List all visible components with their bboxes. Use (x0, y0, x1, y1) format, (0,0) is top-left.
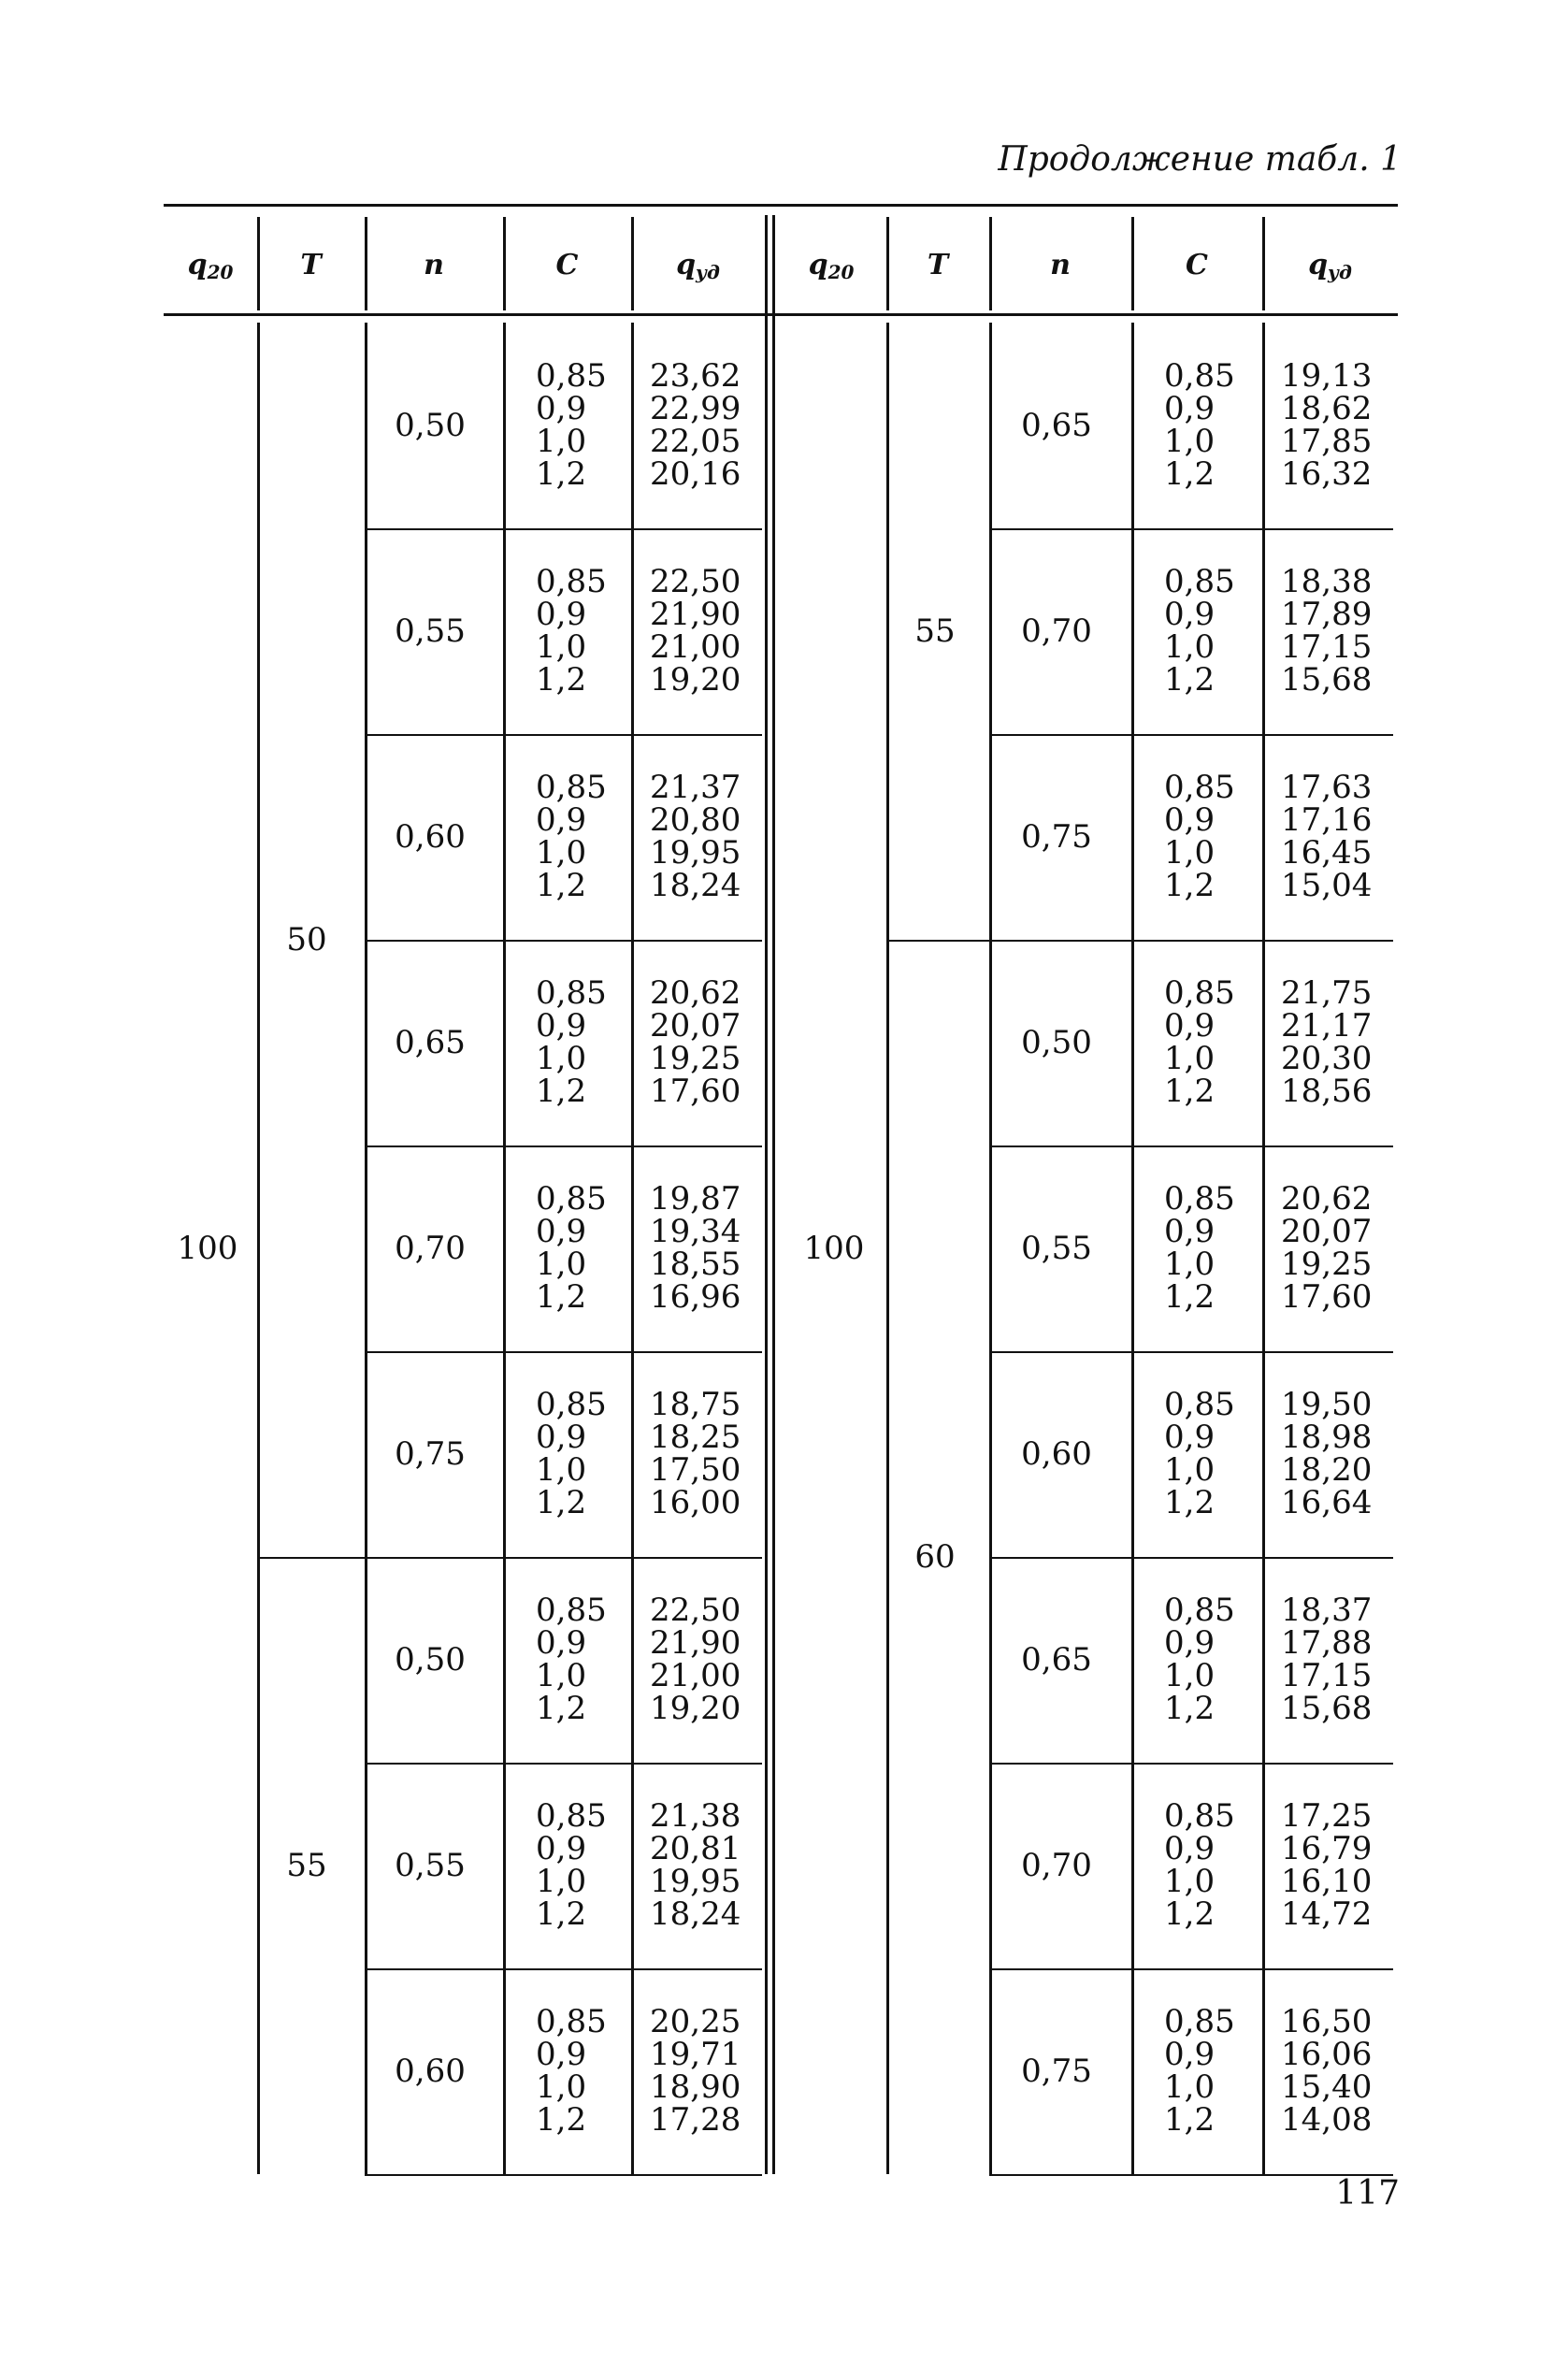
page-number: 117 (1335, 2174, 1400, 2212)
c-value: 0,9 (1164, 2036, 1216, 2073)
c-value: 0,9 (536, 390, 587, 427)
right-header-qud-subscript: уд (1328, 261, 1352, 283)
right-q-values (1281, 1180, 1373, 1316)
right-n-value: 0,75 (1021, 818, 1092, 856)
q-ud-value: 19,71 (650, 2036, 741, 2073)
left-q-values (650, 1386, 741, 1521)
q-ud-value: 16,10 (1281, 1863, 1373, 1900)
left-column-line (631, 323, 634, 2174)
c-value: 1,2 (1164, 455, 1216, 493)
left-c-values (536, 1386, 607, 1521)
q-ud-value: 14,08 (1281, 2101, 1373, 2139)
q-ud-value: 17,15 (1281, 1657, 1373, 1694)
q-ud-value: 18,75 (650, 1386, 741, 1423)
c-value: 1,0 (1164, 423, 1216, 460)
left-c-values (536, 563, 607, 699)
right-block-rule (989, 1351, 1393, 1353)
c-value: 1,2 (1164, 1484, 1216, 1521)
left-column-line (257, 323, 260, 2174)
q-ud-value: 16,00 (650, 1484, 741, 1521)
c-value: 1,2 (1164, 1690, 1216, 1727)
left-n-value: 0,60 (395, 818, 466, 856)
left-n-value: 0,55 (395, 612, 466, 650)
left-q-values (650, 2003, 741, 2139)
left-n-value: 0,65 (395, 1024, 466, 1061)
c-value: 1,2 (536, 1895, 587, 1933)
q-ud-value: 22,50 (650, 1592, 741, 1629)
c-value: 0,9 (536, 1007, 587, 1045)
c-value: 0,9 (536, 801, 587, 839)
right-t-value: 60 (914, 1538, 956, 1576)
q-ud-value: 17,63 (1281, 769, 1373, 806)
left-header-n: n (424, 248, 444, 281)
left-block-rule (365, 940, 762, 942)
left-c-values (536, 2003, 607, 2139)
q-ud-value: 20,80 (650, 801, 741, 839)
c-value: 1,0 (536, 834, 587, 872)
q-ud-value: 16,32 (1281, 455, 1373, 493)
left-q-values (650, 771, 739, 902)
q-ud-value: 20,62 (650, 974, 741, 1012)
q-ud-value: 17,60 (1281, 1278, 1373, 1316)
c-value: 1,0 (1164, 2068, 1216, 2106)
right-q-values (1281, 563, 1373, 699)
c-value: 1,0 (1164, 1657, 1216, 1694)
q-ud-value: 18,20 (1281, 1451, 1373, 1489)
c-value: 1,0 (1164, 1040, 1216, 1077)
q-ud-value: 18,62 (1281, 390, 1373, 427)
q-ud-value: 21,90 (650, 1624, 741, 1662)
panel-divider (772, 215, 775, 2174)
right-q-values (1281, 1797, 1373, 1933)
q-ud-value: 15,68 (1281, 661, 1373, 699)
right-n-value: 0,75 (1021, 2053, 1092, 2090)
right-c-values (1164, 769, 1235, 904)
left-q-values (650, 1180, 741, 1316)
left-n-value: 0,50 (395, 407, 466, 444)
left-c-values (536, 974, 607, 1110)
c-value: 0,85 (1164, 974, 1235, 1012)
right-header-separator (886, 217, 889, 310)
left-header-qud: q уд (676, 248, 720, 283)
right-column-line (886, 323, 889, 2174)
c-value: 0,85 (536, 974, 607, 1012)
left-block-rule (365, 1145, 762, 1147)
left-header-T: T (300, 248, 322, 281)
c-value: 1,0 (536, 1246, 587, 1283)
q-ud-value: 18,37 (1281, 1592, 1373, 1629)
left-n-value: 0,55 (395, 1847, 466, 1884)
c-value: 1,2 (536, 661, 587, 699)
right-n-value: 0,55 (1021, 1230, 1092, 1267)
c-value: 1,2 (1164, 1278, 1216, 1316)
c-value: 0,85 (536, 769, 607, 806)
top-rule (164, 204, 1398, 207)
c-value: 0,85 (1164, 769, 1235, 806)
left-block-rule (365, 528, 762, 530)
c-value: 1,2 (536, 1690, 587, 1727)
right-header-q20: q 20 (808, 248, 855, 283)
c-value: 1,0 (536, 1863, 587, 1900)
q-ud-value: 16,79 (1281, 1830, 1373, 1867)
c-value: 0,85 (1164, 2003, 1235, 2040)
c-value: 0,9 (1164, 596, 1216, 633)
c-value: 0,9 (536, 596, 587, 633)
c-value: 1,0 (536, 628, 587, 666)
q-ud-value: 17,28 (650, 2101, 741, 2139)
right-n-value: 0,65 (1021, 1641, 1092, 1679)
c-value: 0,85 (536, 2003, 607, 2040)
left-block-rule (365, 1351, 762, 1353)
q-ud-value: 20,81 (650, 1830, 741, 1867)
q-ud-value: 14,72 (1281, 1895, 1373, 1933)
c-value: 0,9 (536, 2036, 587, 2073)
c-value: 0,9 (536, 1624, 587, 1662)
c-value: 0,85 (536, 1386, 607, 1423)
c-value: 1,0 (1164, 628, 1216, 666)
q-ud-value: 17,25 (1281, 1797, 1373, 1835)
left-header-C: C (555, 248, 579, 281)
c-value: 1,0 (536, 2068, 587, 2106)
q-ud-value: 18,56 (1281, 1073, 1373, 1110)
c-value: 1,2 (536, 867, 587, 904)
q-ud-value: 18,25 (650, 1419, 741, 1456)
right-n-value: 0,70 (1021, 612, 1092, 650)
right-header-separator (989, 217, 992, 310)
c-value: 0,85 (1164, 1592, 1235, 1629)
q-ud-value: 16,96 (650, 1278, 741, 1316)
q-ud-value: 22,50 (650, 563, 741, 600)
left-n-value: 0,75 (395, 1435, 466, 1473)
right-header-separator (1262, 217, 1265, 310)
right-c-values (1164, 1386, 1235, 1521)
left-t-value: 55 (286, 1847, 327, 1884)
right-column-line (1131, 323, 1134, 2174)
c-value: 0,9 (536, 1213, 587, 1250)
q-ud-value: 21,75 (1281, 974, 1373, 1012)
left-q-values (650, 563, 741, 699)
right-q-values (1281, 2003, 1373, 2139)
left-c-values (536, 1594, 606, 1725)
q-ud-value: 15,68 (1281, 1690, 1373, 1727)
q-ud-value: 18,24 (650, 867, 741, 904)
right-block-rule (989, 1763, 1393, 1765)
c-value: 1,2 (536, 1484, 587, 1521)
right-block-rule (989, 734, 1393, 736)
right-header-T: T (927, 248, 949, 281)
left-column-line (503, 323, 506, 2174)
q-ud-value: 16,50 (1281, 2003, 1373, 2040)
c-value: 0,85 (1164, 1386, 1235, 1423)
q-ud-value: 19,87 (650, 1180, 741, 1218)
q-ud-value: 18,90 (650, 2068, 741, 2106)
c-value: 0,85 (536, 1797, 607, 1835)
c-value: 1,0 (1164, 1863, 1216, 1900)
q-ud-value: 21,90 (650, 596, 741, 633)
q-ud-value: 21,38 (650, 1797, 741, 1835)
c-value: 1,0 (536, 1657, 587, 1694)
left-block-rule (365, 1763, 762, 1765)
q-ud-value: 17,50 (650, 1451, 741, 1489)
right-header-q20-subscript: 20 (827, 261, 855, 283)
c-value: 1,0 (536, 1040, 587, 1077)
c-value: 0,9 (1164, 1419, 1216, 1456)
c-value: 0,9 (536, 1419, 587, 1456)
q-ud-value: 19,25 (1281, 1246, 1373, 1283)
q-ud-value: 19,13 (1281, 357, 1373, 395)
right-q-values (1281, 1592, 1373, 1727)
right-c-values (1164, 357, 1235, 493)
q-ud-value: 19,95 (650, 1863, 741, 1900)
left-c-values (536, 771, 606, 902)
right-q20-value: 100 (803, 1230, 865, 1267)
q-ud-value: 20,62 (1281, 1180, 1373, 1218)
q-ud-value: 21,37 (650, 769, 741, 806)
c-value: 0,85 (1164, 1180, 1235, 1218)
left-block-rule (365, 734, 762, 736)
right-header-C: C (1186, 248, 1208, 281)
c-value: 0,9 (1164, 801, 1216, 839)
c-value: 0,9 (1164, 1830, 1216, 1867)
right-n-value: 0,50 (1021, 1024, 1092, 1061)
left-q20-value: 100 (177, 1230, 238, 1267)
q-ud-value: 17,15 (1281, 628, 1373, 666)
left-c-values (536, 357, 607, 493)
q-ud-value: 15,04 (1281, 867, 1373, 904)
right-column-line (1262, 323, 1265, 2174)
left-n-value: 0,70 (395, 1230, 466, 1267)
q-ud-value: 17,88 (1281, 1624, 1373, 1662)
q-ud-value: 21,00 (650, 628, 741, 666)
q-ud-value: 21,17 (1281, 1007, 1373, 1045)
q-ud-value: 19,50 (1281, 1386, 1373, 1423)
left-block-rule (365, 1968, 762, 1970)
right-c-values (1164, 563, 1235, 699)
left-header-separator (503, 217, 506, 310)
left-q-values (650, 1797, 741, 1933)
c-value: 0,85 (536, 1180, 607, 1218)
c-value: 1,2 (536, 2101, 587, 2139)
q-ud-value: 19,25 (650, 1040, 741, 1077)
q-ud-value: 23,62 (650, 357, 741, 395)
c-value: 1,2 (1164, 867, 1216, 904)
c-value: 1,2 (536, 455, 587, 493)
left-header-q20: q 20 (187, 248, 234, 283)
right-q-values (1281, 769, 1373, 904)
q-ud-value: 20,07 (650, 1007, 741, 1045)
c-value: 1,0 (536, 1451, 587, 1489)
right-block-rule (989, 1145, 1393, 1147)
right-q-values (1281, 974, 1373, 1110)
right-q-values (1281, 1386, 1373, 1521)
q-ud-value: 20,30 (1281, 1040, 1373, 1077)
q-ud-value: 19,20 (650, 661, 741, 699)
right-t-group-rule (886, 940, 1393, 942)
c-value: 1,0 (1164, 1451, 1216, 1489)
c-value: 0,9 (1164, 1213, 1216, 1250)
c-value: 0,85 (536, 1592, 607, 1629)
q-ud-value: 19,34 (650, 1213, 741, 1250)
left-header-qud-subscript: уд (696, 261, 720, 283)
left-q-values (650, 974, 741, 1110)
q-ud-value: 18,24 (650, 1895, 741, 1933)
right-n-value: 0,65 (1021, 407, 1092, 444)
left-t-value: 50 (286, 921, 327, 958)
q-ud-value: 21,00 (650, 1657, 741, 1694)
q-ud-value: 22,99 (650, 390, 741, 427)
left-q-values (650, 357, 741, 493)
q-ud-value: 18,55 (650, 1246, 741, 1283)
q-ud-value: 16,06 (1281, 2036, 1373, 2073)
c-value: 0,85 (1164, 1797, 1235, 1835)
c-value: 0,9 (536, 1830, 587, 1867)
panel-divider (765, 215, 768, 2174)
q-ud-value: 16,45 (1281, 834, 1373, 872)
c-value: 1,2 (1164, 1073, 1216, 1110)
c-value: 0,9 (1164, 390, 1216, 427)
q-ud-value: 18,98 (1281, 1419, 1373, 1456)
c-value: 0,85 (536, 357, 607, 395)
left-n-value: 0,50 (395, 1641, 466, 1679)
q-ud-value: 19,95 (650, 834, 741, 872)
left-bottom-rule (365, 2174, 762, 2176)
left-c-values (536, 1180, 607, 1316)
right-q-values (1281, 357, 1373, 493)
right-c-values (1164, 1592, 1235, 1727)
left-header-separator (257, 217, 260, 310)
header-rule (164, 313, 1398, 316)
right-block-rule (989, 528, 1393, 530)
right-n-value: 0,60 (1021, 1435, 1092, 1473)
q-ud-value: 16,64 (1281, 1484, 1373, 1521)
q-ud-value: 20,25 (650, 2003, 741, 2040)
c-value: 0,85 (1164, 563, 1235, 600)
right-c-values (1164, 2003, 1235, 2139)
q-ud-value: 20,16 (650, 455, 741, 493)
q-ud-value: 15,40 (1281, 2068, 1373, 2106)
c-value: 1,0 (1164, 834, 1216, 872)
c-value: 0,85 (1164, 357, 1235, 395)
left-column-line (365, 323, 367, 2174)
c-value: 1,0 (1164, 1246, 1216, 1283)
c-value: 1,2 (1164, 661, 1216, 699)
q-ud-value: 17,89 (1281, 596, 1373, 633)
right-block-rule (989, 1557, 1393, 1559)
c-value: 1,2 (1164, 1895, 1216, 1933)
c-value: 1,2 (536, 1278, 587, 1316)
right-t-value: 55 (914, 612, 956, 650)
right-header-qud: q уд (1308, 248, 1352, 283)
q-ud-value: 20,07 (1281, 1213, 1373, 1250)
c-value: 0,9 (1164, 1007, 1216, 1045)
right-header-separator (1131, 217, 1134, 310)
right-bottom-rule (989, 2174, 1393, 2176)
left-header-q20-subscript: 20 (207, 261, 234, 283)
right-c-values (1164, 1180, 1235, 1316)
left-q-values (650, 1594, 739, 1725)
q-ud-value: 18,38 (1281, 563, 1373, 600)
right-c-values (1164, 1797, 1235, 1933)
right-c-values (1164, 974, 1235, 1110)
q-ud-value: 17,16 (1281, 801, 1373, 839)
table-caption: Продолжение табл. 1 (998, 140, 1402, 179)
right-block-rule (989, 1968, 1393, 1970)
left-header-separator (365, 217, 367, 310)
left-c-values (536, 1797, 607, 1933)
c-value: 1,2 (1164, 2101, 1216, 2139)
c-value: 1,2 (536, 1073, 587, 1110)
c-value: 1,0 (536, 423, 587, 460)
q-ud-value: 19,20 (650, 1690, 741, 1727)
right-column-line (989, 323, 992, 2174)
q-ud-value: 17,85 (1281, 423, 1373, 460)
right-header-n: n (1050, 248, 1071, 281)
left-n-value: 0,60 (395, 2053, 466, 2090)
q-ud-value: 17,60 (650, 1073, 741, 1110)
left-t-group-rule (257, 1557, 762, 1559)
c-value: 0,85 (536, 563, 607, 600)
q-ud-value: 22,05 (650, 423, 741, 460)
right-n-value: 0,70 (1021, 1847, 1092, 1884)
left-header-separator (631, 217, 634, 310)
c-value: 0,9 (1164, 1624, 1216, 1662)
